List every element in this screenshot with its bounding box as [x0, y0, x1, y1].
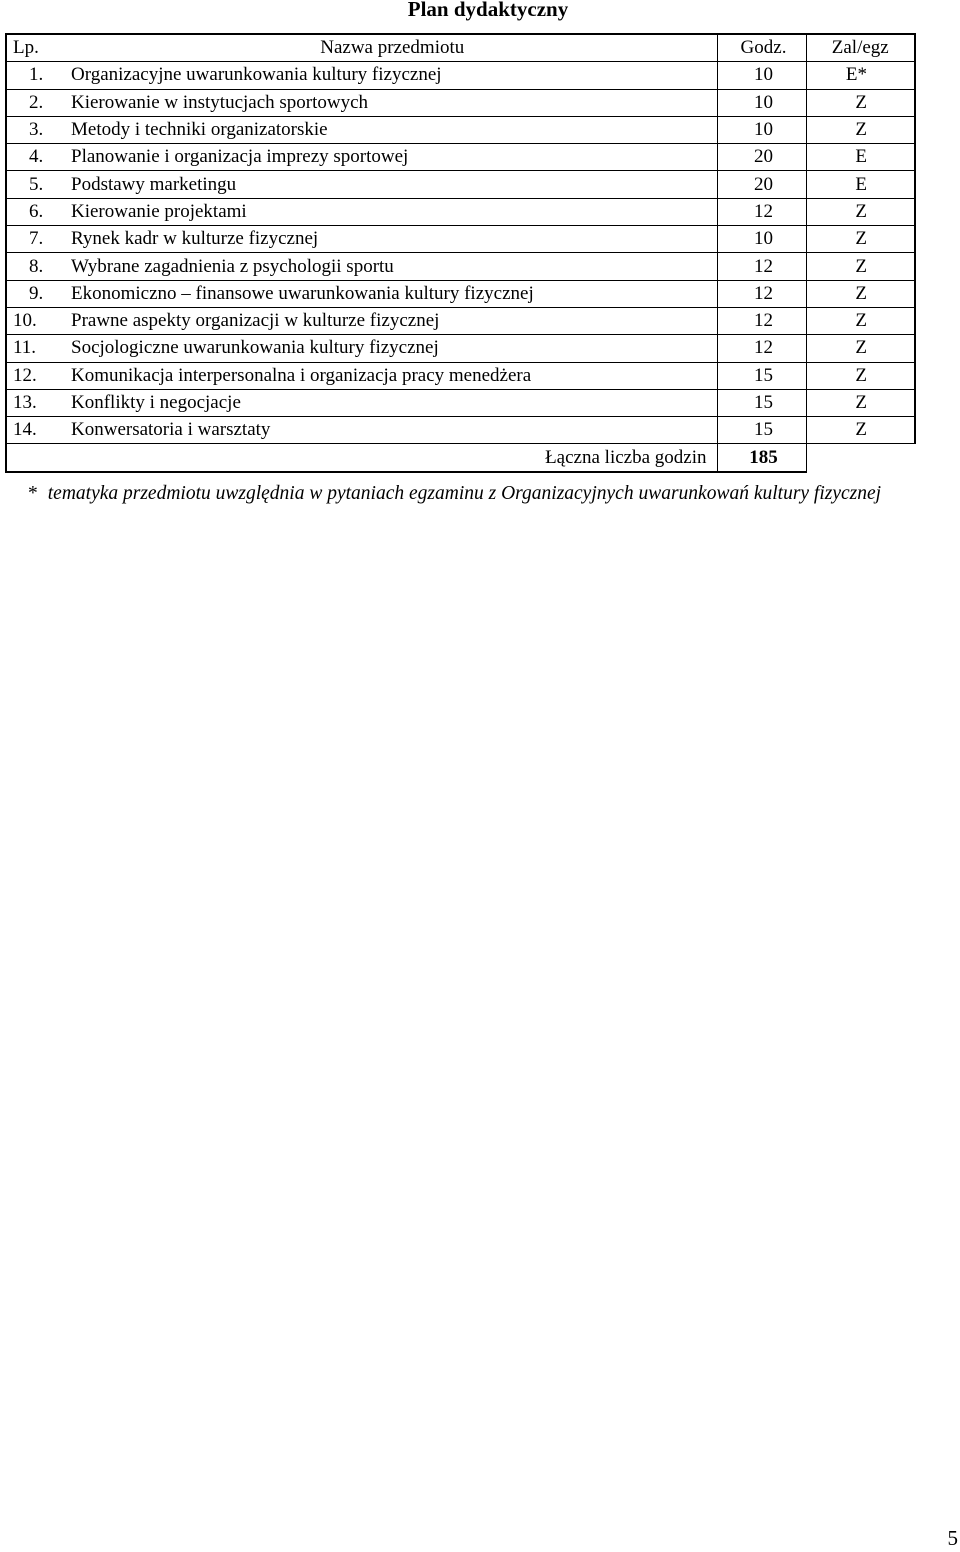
row-hours: 12 — [717, 253, 806, 280]
table-row — [6, 389, 915, 416]
table-row — [6, 198, 915, 225]
footnote — [28, 474, 958, 514]
row-subject-name: Ekonomiczno – finansowe uwarunkowania kultury fizycznej — [68, 280, 717, 307]
header-zal: Zal/egz — [806, 34, 915, 62]
row-hours: 12 — [717, 198, 806, 225]
footnote-text: tematyka przedmiotu uwzględnia w pytaniach egzaminu z Organizacyjnych uwarunkowań kultury fizycznej — [47, 483, 882, 504]
row-lp: 13. — [6, 389, 68, 416]
table-row — [6, 62, 915, 89]
row-subject-name: Konwersatoria i warsztaty — [68, 417, 717, 444]
row-assessment: Z — [806, 335, 915, 362]
table-row — [6, 171, 915, 198]
row-assessment: Z — [806, 280, 915, 307]
total-hours-label: Łączna liczba godzin — [6, 444, 717, 472]
table-row — [6, 417, 915, 444]
row-subject-name: Kierowanie projektami — [68, 198, 717, 225]
table-row — [6, 335, 915, 362]
row-lp: 4. — [6, 144, 68, 171]
row-assessment: Z — [806, 198, 915, 225]
row-hours: 10 — [717, 62, 806, 89]
row-hours: 12 — [717, 307, 806, 334]
row-assessment: Z — [806, 362, 915, 389]
row-hours: 20 — [717, 144, 806, 171]
row-hours: 10 — [717, 226, 806, 253]
row-subject-name: Rynek kadr w kulturze fizycznej — [68, 226, 717, 253]
header-lp: Lp. — [6, 34, 68, 62]
row-assessment: Z — [806, 89, 915, 116]
row-subject-name: Socjologiczne uwarunkowania kultury fizycznej — [68, 335, 717, 362]
row-hours: 15 — [717, 362, 806, 389]
row-lp: 8. — [6, 253, 68, 280]
row-subject-name: Planowanie i organizacja imprezy sportowej — [68, 144, 717, 171]
row-assessment: Z — [806, 389, 915, 416]
row-assessment: E — [806, 171, 915, 198]
table-row — [6, 307, 915, 334]
row-assessment: Z — [806, 417, 915, 444]
row-assessment: Z — [806, 226, 915, 253]
row-lp: 2. — [6, 89, 68, 116]
table-row — [6, 89, 915, 116]
row-subject-name: Podstawy marketingu — [68, 171, 717, 198]
row-subject-name: Komunikacja interpersonalna i organizacja pracy menedżera — [68, 362, 717, 389]
header-name: Nazwa przedmiotu — [68, 34, 717, 62]
table-row — [6, 144, 915, 171]
row-assessment: E* — [806, 62, 915, 89]
row-lp: 1. — [6, 62, 68, 89]
table-header-row — [6, 34, 915, 62]
row-hours: 10 — [717, 116, 806, 143]
row-subject-name: Prawne aspekty organizacji w kulturze fizycznej — [68, 307, 717, 334]
row-lp: 9. — [6, 280, 68, 307]
row-lp: 7. — [6, 226, 68, 253]
table-row — [6, 116, 915, 143]
row-hours: 20 — [717, 171, 806, 198]
row-assessment: Z — [806, 116, 915, 143]
row-assessment: Z — [806, 253, 915, 280]
header-godz: Godz. — [717, 34, 806, 62]
row-lp: 11. — [6, 335, 68, 362]
row-lp: 10. — [6, 307, 68, 334]
curriculum-table — [5, 33, 916, 473]
footnote-star: * — [28, 483, 38, 504]
row-lp: 14. — [6, 417, 68, 444]
row-subject-name: Konflikty i negocjacje — [68, 389, 717, 416]
row-subject-name: Kierowanie w instytucjach sportowych — [68, 89, 717, 116]
row-lp: 3. — [6, 116, 68, 143]
total-hours-value: 185 — [717, 444, 806, 472]
table-row — [6, 280, 915, 307]
curriculum-table-body — [6, 34, 915, 472]
row-hours: 15 — [717, 417, 806, 444]
row-assessment: Z — [806, 307, 915, 334]
row-lp: 12. — [6, 362, 68, 389]
row-hours: 12 — [717, 280, 806, 307]
row-assessment: E — [806, 144, 915, 171]
row-subject-name: Wybrane zagadnienia z psychologii sportu — [68, 253, 717, 280]
table-row — [6, 226, 915, 253]
table-total-row — [6, 444, 915, 472]
row-subject-name: Metody i techniki organizatorskie — [68, 116, 717, 143]
row-lp: 6. — [6, 198, 68, 225]
row-hours: 12 — [717, 335, 806, 362]
row-subject-name: Organizacyjne uwarunkowania kultury fizycznej — [68, 62, 717, 89]
row-lp: 5. — [6, 171, 68, 198]
table-row — [6, 253, 915, 280]
page-number: 5 — [947, 1526, 958, 1550]
page-title: Plan dydaktyczny — [407, 0, 569, 21]
total-empty-cell — [806, 444, 915, 472]
row-hours: 15 — [717, 389, 806, 416]
row-hours: 10 — [717, 89, 806, 116]
table-row — [6, 362, 915, 389]
